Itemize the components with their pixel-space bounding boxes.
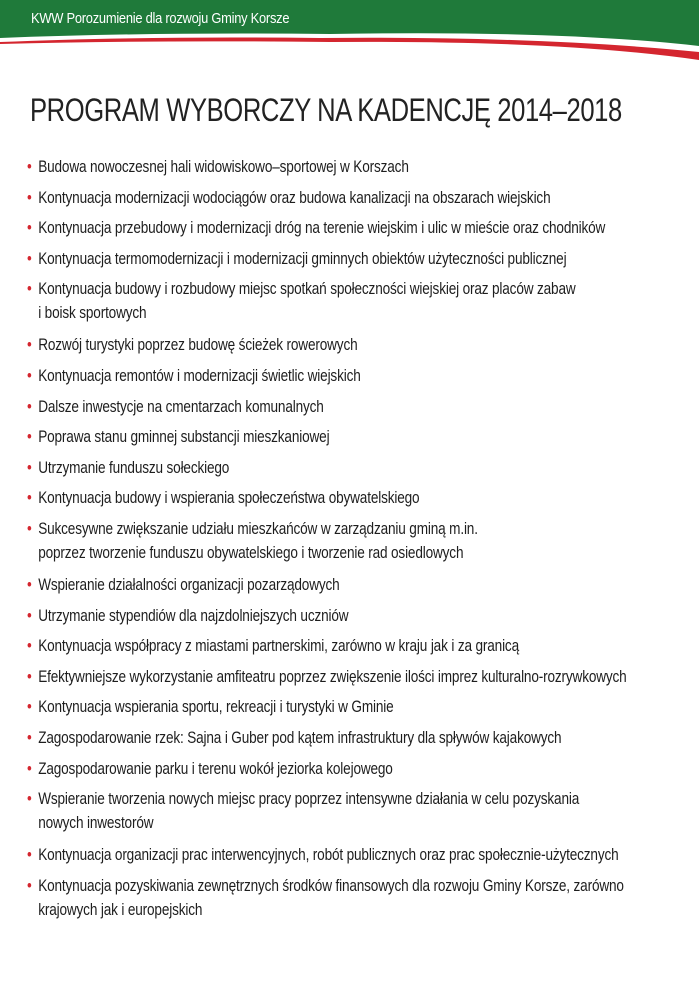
program-list bbox=[27, 155, 699, 930]
list-item bbox=[27, 757, 571, 781]
list-item bbox=[27, 604, 571, 628]
list-item-text: • Kontynuacja organizacji prac interwencyjnych, robót publicznych oraz prac społecznie-użytecznych bbox=[38, 845, 619, 865]
list-item-text: • Kontynuacja współpracy z miastami partnerskimi, zarówno w kraju jak i za granicą bbox=[38, 636, 519, 656]
list-item bbox=[27, 486, 571, 510]
list-item-text: • Wspieranie tworzenia nowych miejsc pracy poprzez intensywne działania w celu pozyskania bbox=[38, 789, 580, 809]
list-item-text: • Kontynuacja budowy i wspierania społeczeństwa obywatelskiego bbox=[38, 488, 420, 508]
list-item-text: i boisk sportowych bbox=[38, 303, 147, 323]
list-item-text: • Rozwój turystyki poprzez budowę ścieżek rowerowych bbox=[38, 335, 358, 355]
list-item-text: • Budowa nowoczesnej hali widowiskowo–sportowej w Korszach bbox=[38, 157, 409, 176]
list-item-text: • Kontynuacja modernizacji wodociągów oraz budowa kanalizacji na obszarach wiejskich bbox=[38, 187, 551, 207]
list-item bbox=[27, 333, 571, 357]
list-item-text: • Kontynuacja wspierania sportu, rekreacji i turystyki w Gminie bbox=[38, 697, 394, 717]
list-item-text: • Efektywniejsze wykorzystanie amfiteatru poprzez zwiększenie ilości imprez kulturalno-rozrywkowych bbox=[38, 666, 627, 686]
list-item bbox=[27, 216, 606, 240]
list-item-text: • Kontynuacja budowy i rozbudowy miejsc spotkań społeczności wiejskiej oraz placów zabaw bbox=[38, 279, 576, 299]
list-item-text: • Sukcesywne zwiększanie udziału mieszkańców w zarządzaniu gminą m.in. bbox=[38, 518, 478, 538]
list-item-text: • Utrzymanie funduszu sołeckiego bbox=[38, 457, 230, 477]
list-item-text: • Wspieranie działalności organizacji pozarządowych bbox=[38, 574, 340, 594]
list-item-text: • Dalsze inwestycje na cmentarzach komunalnych bbox=[38, 396, 324, 416]
list-item-text: • Zagospodarowanie parku i terenu wokół jeziorka kolejowego bbox=[38, 758, 393, 778]
list-item bbox=[27, 787, 580, 835]
list-item bbox=[27, 874, 624, 922]
list-item-text: krajowych jak i europejskich bbox=[38, 899, 203, 919]
list-item-text: • Poprawa stanu gminnej substancji mieszkaniowej bbox=[38, 427, 330, 447]
list-item-text: • Kontynuacja termomodernizacji i modernizacji gminnych obiektów użyteczności publicznej bbox=[38, 248, 567, 268]
list-item bbox=[27, 456, 571, 480]
list-item bbox=[27, 665, 627, 689]
list-item bbox=[27, 364, 571, 388]
list-item bbox=[27, 425, 571, 449]
banner-text: KWW Porozumienie dla rozwoju Gminy Korsze bbox=[31, 10, 290, 27]
list-item bbox=[27, 395, 571, 419]
list-item bbox=[27, 247, 571, 271]
list-item bbox=[27, 634, 571, 658]
list-item-text: • Kontynuacja przebudowy i modernizacji dróg na terenie wiejskim i ulic w mieście oraz chodników bbox=[38, 218, 606, 238]
list-item-text: • Kontynuacja remontów i modernizacji świetlic wiejskich bbox=[38, 365, 361, 385]
list-item-text: nowych inwestorów bbox=[38, 813, 154, 833]
page-title: PROGRAM WYBORCZY NA KADENCJĘ 2014–2018 bbox=[30, 92, 622, 128]
list-item-text: • Zagospodarowanie rzek: Sajna i Guber pod kątem infrastruktury dla spływów kajakowych bbox=[38, 727, 562, 747]
list-item-text: • Utrzymanie stypendiów dla najzdolniejszych uczniów bbox=[38, 605, 349, 625]
header-banner bbox=[0, 0, 699, 62]
list-item bbox=[27, 843, 619, 867]
list-item bbox=[27, 186, 571, 210]
list-item bbox=[27, 517, 571, 565]
list-item bbox=[27, 155, 571, 179]
list-item-text: • Kontynuacja pozyskiwania zewnętrznych środków finansowych dla rozwoju Gminy Korsze, zarówno bbox=[38, 875, 624, 895]
list-item-text: poprzez tworzenie funduszu obywatelskiego i tworzenie rad osiedlowych bbox=[38, 542, 464, 562]
list-item bbox=[27, 573, 571, 597]
list-item bbox=[27, 695, 571, 719]
list-item bbox=[27, 726, 571, 750]
list-item bbox=[27, 277, 576, 325]
